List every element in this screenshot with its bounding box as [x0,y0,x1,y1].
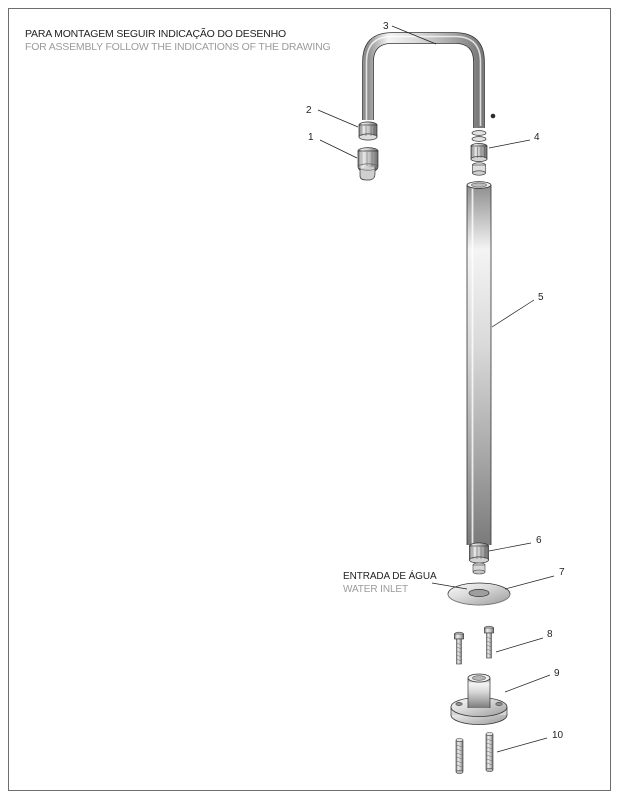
part-5-riser-tube [467,182,491,545]
callout-number-4: 4 [534,132,540,143]
part-9-flange-base [451,674,507,725]
part-6-lower-nut [470,543,489,574]
assembly-note [25,28,355,54]
leader-2 [318,110,358,127]
part-1-aerator [358,148,378,180]
leader-5 [492,300,534,327]
callout-number-5: 5 [538,292,544,303]
part-10-anchor-bolts [456,733,493,774]
part-8-screws [454,626,493,664]
callout-number-10: 10 [552,730,564,741]
assembly-note-pt: PARA MONTAGEM SEGUIR INDICAÇÃO DO DESENHO [25,28,286,40]
leader-7 [505,576,554,589]
callout-number-2: 2 [306,105,312,116]
leader-1 [320,140,357,158]
leader-9 [505,675,550,692]
assembly-note-en: FOR ASSEMBLY FOLLOW THE INDICATIONS OF THE DRAWING [25,41,331,54]
leader-10 [497,738,547,752]
water-inlet-label [343,571,473,596]
leader-8 [496,638,543,652]
callout-number-9: 9 [554,668,560,679]
callout-number-3: 3 [383,21,389,32]
callout-number-7: 7 [559,567,565,578]
part-2-coupling-nut [359,122,377,140]
leader-6 [489,543,531,551]
water-inlet-label-en: WATER INLET [343,583,409,595]
leader-4 [489,140,530,148]
water-inlet-label-pt: ENTRADA DE ÁGUA [343,571,437,582]
part-3-gooseneck-tube [363,33,485,128]
callout-number-6: 6 [536,535,542,546]
callout-number-1: 1 [308,132,314,143]
callout-number-8: 8 [547,629,553,640]
